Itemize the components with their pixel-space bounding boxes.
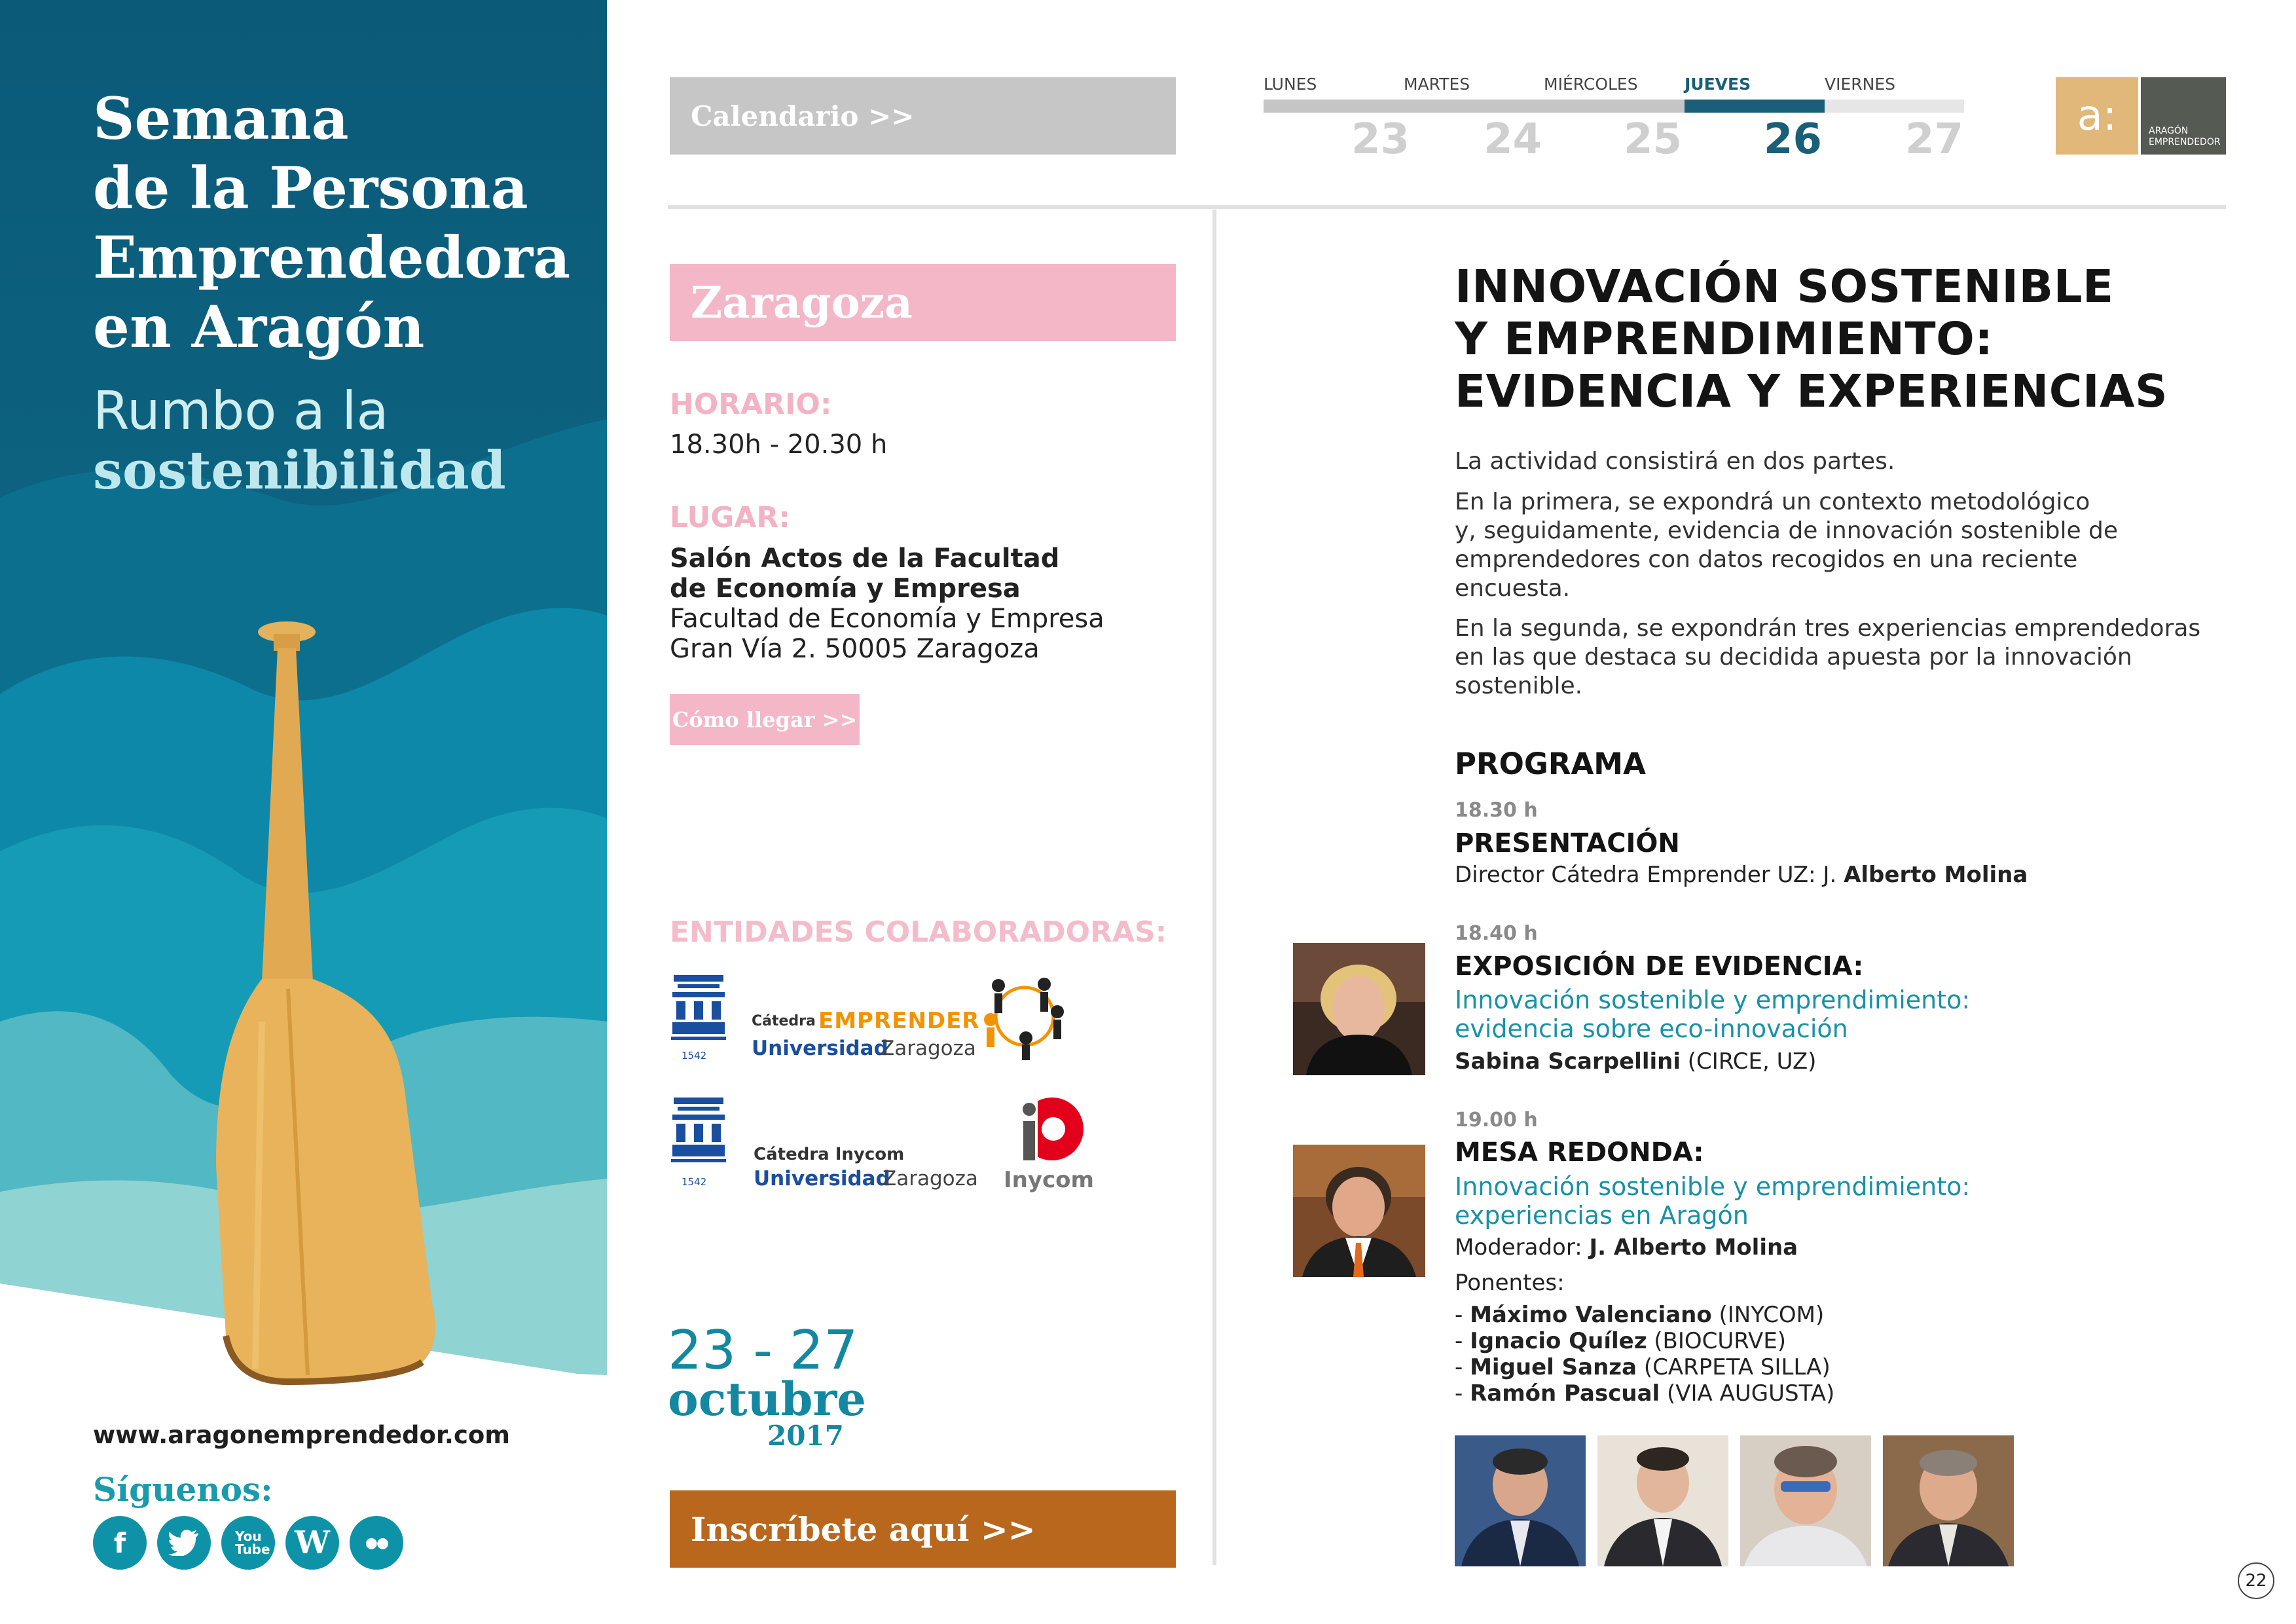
logo-text-2: EMPRENDEDOR (2149, 137, 2221, 147)
youtube-glyph: You Tube (235, 1528, 270, 1557)
directions-button-label: Cómo llegar >> (672, 707, 858, 732)
place-block (670, 544, 1104, 664)
inycom-brand: Inycom (1004, 1167, 1094, 1193)
speaker-photo-sanza (1740, 1435, 1871, 1566)
day-name-friday: VIERNES (1825, 75, 1896, 94)
city-name: Zaragoza (691, 277, 913, 328)
intro-text: La actividad consistirá en dos partes. (1455, 448, 1895, 475)
facebook-glyph: f (113, 1526, 126, 1559)
day-name-thursday: JUEVES (1685, 75, 1751, 94)
speaker-org: (INYCOM) (1711, 1302, 1825, 1328)
session-3-title: MESA REDONDA: (1455, 1137, 1704, 1168)
speaker-portrait-shape (1883, 1435, 2014, 1566)
para1-line-1: En la primera, se expondrá un contexto metodológico (1455, 489, 2090, 515)
speaker-photo-pascual (1883, 1435, 2014, 1566)
left-banner (0, 0, 607, 1624)
top-divider (668, 205, 2226, 209)
session-1-name: Alberto Molina (1844, 862, 2028, 888)
register-button[interactable] (670, 1490, 1176, 1568)
place-line-4: Gran Vía 2. 50005 Zaragoza (670, 634, 1040, 664)
speaker-org: (VIA AUGUSTA) (1660, 1380, 1835, 1407)
title-line-b: Y EMPRENDIMIENTO: (1455, 313, 1994, 365)
follow-label: Síguenos: (93, 1470, 273, 1509)
description-paragraph-2 (1455, 614, 2200, 701)
place-label: LUGAR: (670, 501, 790, 534)
collaborators-label: ENTIDADES COLABORADORAS: (670, 915, 1167, 949)
subtitle-line-2: sostenibilidad (93, 439, 506, 501)
universidad-word-2: Universidad (754, 1167, 890, 1190)
speaker-item: - Máximo Valenciano (INYCOM) (1455, 1302, 1825, 1328)
schedule-value: 18.30h - 20.30 h (670, 430, 888, 460)
logo-mark: a: (2056, 77, 2138, 155)
title-line-c: EVIDENCIA Y EXPERIENCIAS (1455, 365, 2168, 418)
program-heading: PROGRAMA (1455, 747, 1646, 781)
page-number-badge (2238, 1562, 2274, 1599)
aragon-emprendedor-logo[interactable] (2056, 77, 2226, 155)
speaker-org: (CARPETA SILLA) (1637, 1354, 1831, 1380)
speaker-name: Ignacio Quílez (1470, 1328, 1647, 1354)
flickr-icon[interactable] (350, 1516, 403, 1570)
speaker-name: Miguel Sanza (1470, 1354, 1637, 1380)
para2-line-3: sostenible. (1455, 673, 1583, 699)
emblem-year-2: 1542 (682, 1176, 707, 1188)
session-2-subtitle-2: evidencia sobre eco-innovación (1455, 1014, 1848, 1043)
catedra-inycom-label: Cátedra Inycom (754, 1145, 905, 1164)
place-line-2: de Economía y Empresa (670, 574, 1021, 604)
schedule-label: HORARIO: (670, 388, 832, 421)
calendar-button-label: Calendario >> (691, 100, 915, 132)
speaker-portrait-shape (1597, 1435, 1728, 1566)
university-zaragoza-emblem-icon (670, 972, 727, 1061)
subtitle-line-1: Rumbo a la (93, 380, 389, 441)
title-line-4: en Aragón (93, 293, 425, 361)
session-3-subtitle-2: experiencias en Aragón (1455, 1201, 1749, 1230)
event-title (93, 84, 570, 361)
date-month: octubre (668, 1372, 866, 1426)
emprender-word: EMPRENDER (818, 1008, 980, 1034)
social-icons (93, 1516, 403, 1570)
day-name-tuesday: MARTES (1404, 75, 1470, 94)
session-2-time: 18.40 h (1455, 922, 1538, 945)
week-calendar (1264, 71, 1964, 169)
calendar-button[interactable] (670, 77, 1176, 155)
directions-button[interactable] (670, 694, 860, 745)
session-3-subtitle (1455, 1172, 1970, 1230)
speaker-item: - Ramón Pascual (VIA AUGUSTA) (1455, 1380, 1835, 1407)
day-num-23[interactable]: 23 (1351, 115, 1410, 164)
speaker-photo-molina (1293, 1145, 1425, 1277)
date-range: 23 - 27 (668, 1320, 858, 1382)
day-num-25[interactable]: 25 (1624, 115, 1683, 164)
description-paragraph-1 (1455, 488, 2118, 603)
column-divider (1212, 210, 1216, 1565)
para2-line-1: En la segunda, se expondrán tres experiencias emprendedoras (1455, 615, 2201, 642)
flickr-glyph: ●● (365, 1534, 388, 1551)
inycom-logo-icon (1014, 1095, 1086, 1167)
speaker-photo-quilez (1597, 1435, 1728, 1566)
zaragoza-word-1: Zaragoza (881, 1037, 976, 1060)
speakers-list (1455, 1302, 1834, 1407)
emblem-year-1: 1542 (682, 1050, 707, 1061)
facebook-icon[interactable] (93, 1516, 147, 1570)
universidad-word-1: Universidad (752, 1037, 888, 1060)
place-line-3: Facultad de Economía y Empresa (670, 604, 1104, 634)
date-year: 2017 (767, 1420, 844, 1452)
moderator-prefix: Moderador: (1455, 1234, 1590, 1261)
calendar-bar-past (1264, 100, 1685, 113)
day-name-monday: LUNES (1264, 75, 1317, 94)
day-num-24[interactable]: 24 (1484, 115, 1542, 164)
people-circle-logo-icon (979, 972, 1070, 1061)
session-2-speaker-org: (CIRCE, UZ) (1680, 1048, 1817, 1075)
session-2-title: EXPOSICIÓN DE EVIDENCIA: (1455, 951, 1864, 982)
register-button-label: Inscríbete aquí >> (691, 1509, 1036, 1549)
website-link[interactable]: www.aragonemprendedor.com (93, 1421, 510, 1449)
speaker-item: - Ignacio Quílez (BIOCURVE) (1455, 1328, 1787, 1354)
calendar-bar-future (1825, 100, 1964, 113)
collaborator-catedra-emprender (670, 972, 1089, 1064)
speaker-name: Máximo Valenciano (1470, 1302, 1712, 1328)
page-number: 22 (2245, 1571, 2267, 1591)
wordpress-icon[interactable] (285, 1516, 339, 1570)
zaragoza-word-2: Zaragoza (883, 1167, 978, 1190)
session-1-title: PRESENTACIÓN (1455, 828, 1680, 858)
session-3-time: 19.00 h (1455, 1109, 1538, 1132)
title-line-1: Semana (93, 84, 349, 153)
calendar-bar-active (1685, 100, 1825, 113)
youtube-icon[interactable] (221, 1516, 275, 1570)
session-2-speaker-name: Sabina Scarpellini (1455, 1048, 1681, 1075)
logo-text-1: ARAGÓN (2149, 126, 2189, 136)
session-1-presenter (1455, 861, 2028, 889)
twitter-icon[interactable] (157, 1516, 211, 1570)
session-title (1455, 261, 2168, 418)
speaker-org: (BIOCURVE) (1647, 1328, 1787, 1354)
logo-text-block (2141, 77, 2226, 155)
collaborator-catedra-inycom (670, 1095, 1102, 1193)
session-2-subtitle (1455, 986, 1970, 1043)
session-2-subtitle-1: Innovación sostenible y emprendimiento: (1455, 986, 1971, 1014)
city-banner (670, 264, 1176, 341)
speaker-portrait-shape (1740, 1435, 1871, 1566)
title-line-3: Emprendedora (93, 223, 571, 291)
speaker-name: Ramón Pascual (1470, 1380, 1660, 1407)
speakers-label: Ponentes: (1455, 1270, 1565, 1296)
para1-line-3: emprendedores con datos recogidos en una reciente (1455, 546, 2078, 573)
day-num-27[interactable]: 27 (1905, 115, 1964, 164)
speaker-portrait-shape (1293, 943, 1425, 1075)
wordpress-glyph: W (295, 1524, 330, 1561)
session-2-speaker (1455, 1048, 1816, 1075)
speaker-portrait-shape (1293, 1145, 1425, 1277)
speaker-item: - Miguel Sanza (CARPETA SILLA) (1455, 1354, 1831, 1380)
speaker-photo-valenciano (1455, 1435, 1586, 1566)
para1-line-4: encuesta. (1455, 575, 1571, 602)
moderator-name: J. Alberto Molina (1589, 1234, 1798, 1261)
speaker-portrait-shape (1455, 1435, 1586, 1566)
session-1-role: Director Cátedra Emprender UZ: J. (1455, 862, 1844, 888)
catedra-prefix: Cátedra (752, 1013, 816, 1029)
day-num-26[interactable]: 26 (1764, 115, 1823, 164)
day-name-wednesday: MIÉRCOLES (1544, 75, 1638, 94)
university-zaragoza-emblem-icon (670, 1095, 727, 1183)
title-line-2: de la Persona (93, 154, 528, 222)
para1-line-2: y, seguidamente, evidencia de innovación sostenible de (1455, 517, 2119, 544)
session-3-subtitle-1: Innovación sostenible y emprendimiento: (1455, 1172, 1971, 1201)
speaker-photo-scarpellini (1293, 943, 1425, 1075)
session-3-moderator (1455, 1234, 1798, 1261)
twitter-bird-shape (168, 1530, 200, 1556)
place-line-1: Salón Actos de la Facultad (670, 544, 1060, 574)
para2-line-2: en las que destaca su decidida apuesta por la innovación (1455, 644, 2132, 671)
session-1-time: 18.30 h (1455, 799, 1538, 822)
title-line-a: INNOVACIÓN SOSTENIBLE (1455, 261, 2114, 313)
